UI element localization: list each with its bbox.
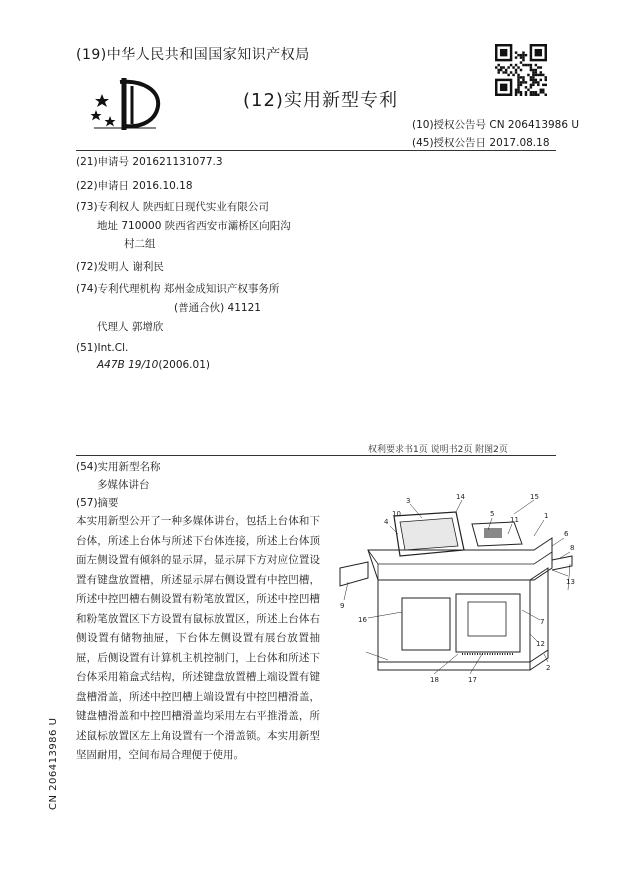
patent-agent: 代理人 郭增欣 — [97, 321, 164, 333]
issuing-office: (19)中华人民共和国国家知识产权局 — [76, 47, 310, 63]
ipc-code: A47B 19/10 — [97, 359, 159, 371]
drawing-label-12: 12 — [536, 640, 545, 648]
drawing-label-4: 4 — [384, 518, 389, 526]
header-divider — [76, 150, 556, 151]
patent-agency-line-2: (普通合伙) 41121 — [174, 302, 261, 314]
drawing-label-2: 2 — [546, 664, 551, 672]
utility-model-title: 多媒体讲台 — [97, 479, 150, 491]
drawing-label-17: 17 — [468, 676, 477, 684]
drawing-label-11: 11 — [510, 516, 519, 524]
publication-number: (10)授权公告号 CN 206413986 U — [412, 119, 580, 131]
address-line-1: 地址 710000 陕西省西安市灞桥区向阳沟 — [97, 220, 291, 232]
patentee: (73)专利权人 陕西虹日现代实业有限公司 — [76, 201, 269, 213]
application-number: (21)申请号 201621131077.3 — [76, 156, 223, 168]
drawing-label-13: 13 — [566, 578, 575, 586]
drawing-label-8: 8 — [570, 544, 575, 552]
drawing-label-15: 15 — [530, 494, 539, 501]
title-label: (54)实用新型名称 — [76, 461, 161, 473]
cnipa-logo-icon — [90, 74, 166, 134]
page-count-info: 权利要求书1页 说明书2页 附图2页 — [368, 445, 508, 455]
drawing-label-3: 3 — [406, 497, 411, 505]
drawing-label-6: 6 — [564, 530, 569, 538]
qr-code-icon — [495, 44, 547, 96]
patent-agency-line-1: (74)专利代理机构 郑州金成知识产权事务所 — [76, 283, 280, 295]
drawing-label-5: 5 — [490, 510, 495, 518]
drawing-label-9: 9 — [340, 602, 345, 610]
representative-drawing — [338, 494, 578, 690]
drawing-label-7: 7 — [540, 618, 545, 626]
drawing-label-10: 10 — [392, 510, 401, 518]
drawing-label-18: 18 — [430, 676, 439, 684]
inventor: (72)发明人 谢利民 — [76, 261, 164, 273]
patent-type-title: (12)实用新型专利 — [243, 90, 398, 111]
publication-date: (45)授权公告日 2017.08.18 — [412, 137, 550, 149]
drawing-label-14: 14 — [456, 494, 465, 501]
side-publication-id: CN 206413986 U — [48, 717, 59, 810]
drawing-label-16: 16 — [358, 616, 367, 624]
ipc-classification — [97, 358, 210, 373]
drawing-label-1: 1 — [544, 512, 549, 520]
application-date: (22)申请日 2016.10.18 — [76, 180, 193, 192]
int-cl-label: (51)Int.Cl. — [76, 342, 129, 354]
ipc-version: (2006.01) — [158, 359, 210, 371]
abstract-text: 本实用新型公开了一种多媒体讲台，包括上台体和下台体，所述上台体与所述下台体连接，所述上台体顶面左侧设置有倾斜的显示屏，显示屏下方对应位置设置有键盘放置槽，所述显示屏右侧设置有中控凹槽，所述中控凹槽右侧设置有粉笔放置区，所述中控凹槽和粉笔放置区下方设置有鼠标放置区，所述上台体右侧设置有储物抽屉，下台体左侧设置有展台放置抽屉，后侧设置有计算机主机控制门，上台体和所述下台体采用箱盒式结构，所述键盘放置槽上端设置有键盘槽滑盖，所述中控凹槽上端设置有中控凹槽滑盖，键盘槽滑盖和中控凹槽滑盖均采用左右平推滑盖，所述鼠标放置区左上角设置有一个滑盖锁。本实用新型坚固耐用，空间布局合理便于使用。 — [76, 515, 320, 761]
abstract-label: (57)摘要 — [76, 497, 119, 509]
section-divider — [76, 455, 556, 456]
address-line-2: 村二组 — [124, 238, 156, 250]
